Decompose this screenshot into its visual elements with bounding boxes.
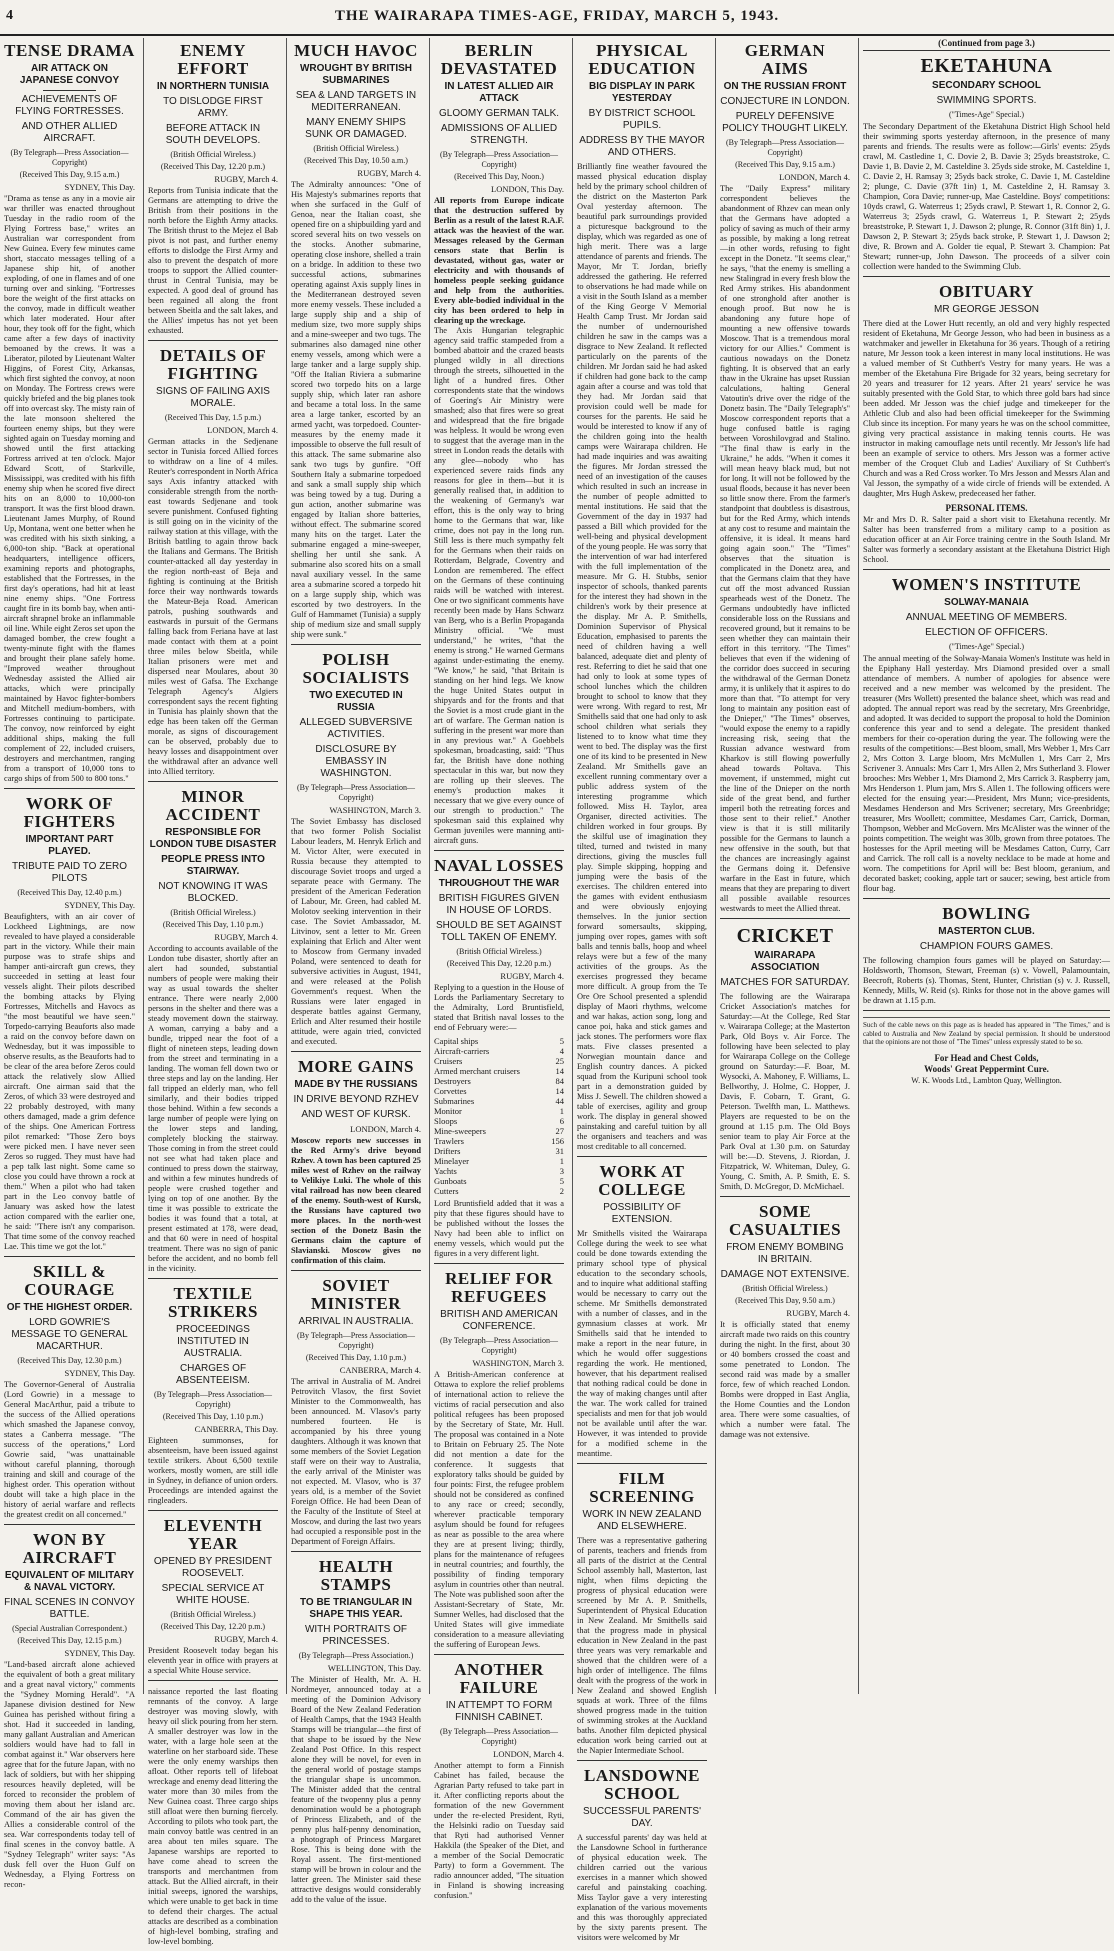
deck: WITH PORTRAITS OF PRINCESSES. (304, 1624, 408, 1647)
headline: TEXTILE STRIKERS (168, 1284, 258, 1321)
article-body: naissance reported the last floating remnants of the convoy. A large destroyer was moving slowly, with heavy oil slick pouring from her stern. A smaller destroyer was low in the water, with a large hole seen at the waterline on her starboard side. These were the only enemy warships then afloat. Other reports tell of lifeboat wreckage and enemy dead littering the water more than 30 miles from the New Guinea coast. Three cargo ships still afloat were then burning fiercely. According to pilots who took part, the main convoy battle was centred in an area about ten miles square. The Japanese warships are reported to have come ahead to screen the transports and merchantmen from attack. But the Allied aircraft, in their initial sweeps, ignored the warships, which were unable to get back in time to defend their charges. The actual attacks are described as a combination of high-level bombing, strafing and low-level bombing. (148, 1687, 278, 1946)
headline: WORK AT COLLEGE (598, 1162, 686, 1199)
vessel-type: Drifters (434, 1146, 461, 1156)
losses-table (434, 1036, 564, 1196)
article-body: The annual meeting of the Solway-Manaia Women's Institute was held in the Epiphany Hall yesterday. Mrs Diamond presided over a small attendance of members. A number of apologies for absence were received and a new member was welcomed by the president. The treasurer (Mrs Wollett) presented the balance sheet, which was read and adopted. The annual report was read by the secretary, Mrs Greenbridge, and adopted. It was decided to support the proposal to hold the Dominion conference this year and to send a delegate. The president thanked members for their co-operation during the year. The following were the results of the competitions:—Best bloom, small, Mrs Webber 1, Mrs Carr 2, Mrs Cotton 3. Large bloom, Mrs McMullen 1, Mrs Carr 2, Mrs Scrivener 3. Annuals: Mrs Carr 1, Mrs Allen 2, Mrs Sutherland 3. Flower brooches: Mrs Webber 1, Mrs Diamond 2, Mrs Carrick 3. Raspberry jam, Mrs Henderson 1. Plum jam, Mrs S. Allen 1. The following officers were elected for the ensuing year:—President, Mrs Munn; vice-presidents, Mesdames Henderson and Mrs Scrivener; secretary, Mrs Greenbridge; treasurer, Mrs Woollett; committee, Mesdames Carr, Carrick, Dorman, Thompson, Webber and McGovern. Mrs McAlister was the winner of the points competition. The weight was 30lb, grown from three potatoes. The hostesses for the April meeting will be Mesdames Catton, Curry, Carr and Carrick. The roll call is a novelty necklace to be made at home and worn. The competitions for April will be: Best bloom, geranium, and decorated basket; cooking, apple tart or saucer; sewing, best article from flour bag. (863, 654, 1110, 893)
article-body: Lord Bruntisfield added that it was a pity that these figures should have to be published without the losses the Navy had been able to inflict on enemy vessels, which would put the figures in a very different light. (434, 1199, 564, 1258)
deck: IN ATTEMPT TO FORM FINNISH CABINET. (445, 1700, 553, 1723)
vessel-count: 5 (559, 1036, 564, 1046)
received-line: (Received This Day, 12.20 p.m.) (160, 1622, 266, 1631)
credit-line: (British Official Wireless.) (170, 1610, 256, 1619)
deck: SWIMMING SPORTS. (936, 95, 1037, 106)
deck: BIG DISPLAY IN PARK YESTERDAY (589, 81, 695, 104)
vessel-count: 14 (555, 1086, 564, 1096)
deck: BEFORE ATTACK IN SOUTH DEVELOPS. (165, 123, 261, 146)
received-line: (Received This Day, 12.20 p.m.) (446, 959, 552, 968)
dateline: RUGBY, March 4. (357, 168, 421, 178)
article-body: The following are the Wairarapa Cricket Association's matches for Saturday:—At the College, Red Star v. Wairarapa College; at the Masterton Park, Old Boys v. Air Force. The following have been selected to play for Wairarapa College on the College ground on Saturday:—F. Boar, M. Wysocki, A. Mahoney, F. Williams, L. Bellworthy, J. Holme, C. Hopper, J. Davis, F. Cobarn, T. Grant, G. Peterson. Twelfth man, L. Matthews. Players are requested to be on the ground at 1.15 p.m. The Old Boys senior team to play Air Force at the Park Oval at 1.30 p.m. on Saturday will be:—D. Stevens, J. Riordan, J. Fitzpatrick, W. Whiteman, Duley, G. Young, C. Smith, A. P. Smith, E. S. Smith, D. McGregor, D. McMichael. (720, 992, 850, 1191)
article-more-gains (291, 1058, 421, 1271)
dateline: LONDON, March 4. (350, 1124, 421, 1134)
losses-row (434, 1106, 564, 1116)
deck: SECONDARY SCHOOL (932, 80, 1041, 91)
vessel-count: 31 (555, 1146, 564, 1156)
credit-line: (By Telegraph—Press Association—Copyright) (154, 1390, 272, 1409)
deck: MASTERTON CLUB. (938, 926, 1035, 937)
article-body: Reports from Tunisia indicate that the Germans are attempting to drive the British from their positions in the north before the Eighth Army attacks. The British thrust to the Mejez el Bab pivot is not past, and further enemy efforts to dislodge the First Army and also to prevent the despatch of more troops to support the Allied counter-thrust in Central Tunisia, may be expected. A good deal of ground has been regained all along the front between Sbeitla and the salt lakes, and the Allies' impetus has not yet been exhausted. (148, 186, 278, 335)
losses-row (434, 1116, 564, 1126)
article-continuation (148, 1687, 278, 1951)
article-obituary (863, 283, 1110, 570)
article-body: Eighteen summonses, for absenteeism, have been issued against textile strikers. About 6,500 textile workers, mostly women, are still idle in Sydney, in defiance of union orders. Proceedings are intended against the ringleaders. (148, 1436, 278, 1505)
article-body: The Secondary Department of the Eketahuna District High School held their swimming sports yesterday afternoon, in the presence of many parents and friends. The results were as follow:—Girls' events: 25yds crawl, M. Castledine 1, C. Dovie 2, B. Davie 3; 25yds breaststroke, C. Davie 1, B. Davie 2, M. Casteldine 3. 25yds side stroke, M. Casteldine 1, C. Davie 2, H. Ramsay 3; 25yds back stroke, C. Davie 1, M. Casteldine 2; plunge, C. Davie (37ft 1in) 1, M. Casteldine 2, H. Ramsay 3. Champion, Cora Davie; runner-up, Mae Casteldine. Boys' competitions: 10yds crawl, G. Waterreus 1; 25yds crawl, P. Stewart 1, R. Connor 2, G. Waterreus 3; 25yds crawl, G. Waterreus 1, P. Stewart 2; 25yds breaststroke, P. Stewart 1, J. Dawson 2; plunge, R. Connor (31ft 8in) 1, J. Dawson 2, P. Stewart 3; 25yds back stroke, P. Stewart 1, J. Dawson 2; dive, R. Brown and A. Golder tie equal, P. Stewart 3. Champion: Pat Stewart; runner-up, John Dawson. The proceeds of a silver coin collection were handed to the Swimming Club. (863, 122, 1110, 271)
losses-row (434, 1126, 564, 1136)
article-body: According to accounts available of the London tube disaster, shortly after an alert had sounded, substantial numbers of people were making their way as usual towards the shelter entrance. There were nearly 2,000 persons in the shelter and there was a steady movement down the stairway. A woman, carrying a baby and a bundle, tripped near the foot of a flight of nineteen steps, leading down from the street and terminating in a landing. The woman fell down two or three steps and lay on the landing. Her fall tripped an elderly man, who fell similarly, and their bodies tripped those behind. Within a few seconds a large number of people were lying on the lower steps and landing, completely blocking the stairway. Those coming in from the street could not see what had taken place and continued to press down the stairway, and within a few minutes hundreds of people were crushed together and lying on top of one another. By the time it was possible to extricate the bodies it was found that a total, at present estimated at 178, were dead, and that 60 were in need of hospital treatment. There was no sign of panic before the accident, and no bomb fell in the vicinity. (148, 944, 278, 1273)
received-line: (Received This Day, 9.15 a.m.) (19, 170, 120, 179)
deck: ADDRESS BY THE MAYOR AND OTHERS. (579, 135, 705, 158)
deck: MANY ENEMY SHIPS SUNK OR DAMAGED. (305, 117, 407, 140)
article-lede: All reports from Europe indicate that the destruction suffered by Berlin as a result of the latest R.A.F. attack was the heaviest of the war. Messages released by the German censors state that Berlin is devastated, without gas, water or electricity and with thousands of homeless people seeking guidance and help from the authorities. Every able-bodied individual in the city has been ordered to help in clearing up the wreckage. (434, 196, 564, 325)
article-body: The Governor-General of Australia (Lord Gowrie) in a message to General MacArthur, paid a tribute to the success of the Allied operations which smashed the Japanese convoy, states a Canberra message. "The success of the operations," Lord Gowrie said, "was unattainable without careful planning, thorough training and skill and courage of the highest order. This operation without doubt will take a high place in the history of aerial warfare and reflects the greatest credit on all concerned." (4, 1380, 135, 1519)
credit-line: (By Telegraph—Press Association—Copyright) (297, 783, 415, 802)
vessel-count: 27 (555, 1126, 564, 1136)
headline: NAVAL LOSSES (434, 856, 564, 875)
times-footnote: Such of the cable news on this page as is headed has appeared in "The Times," and is cabled to Australia and New Zealand by special permission. It should be understood that the opinions are not those of "The Times" unless expressly stated to be so. (863, 1017, 1110, 1047)
headline: WOMEN'S INSTITUTE (891, 575, 1082, 594)
deck: SHOULD BE SET AGAINST TOLL TAKEN OF ENEMY. (436, 920, 562, 943)
vessel-type: Capital ships (434, 1036, 479, 1046)
vessel-type: Minelayer (434, 1156, 469, 1166)
headline: DETAILS OF FIGHTING (159, 346, 267, 383)
dateline: SYDNEY, This Day. (64, 182, 135, 192)
losses-row (434, 1156, 564, 1166)
dateline: LONDON, This Day. (491, 184, 564, 194)
column-5 (572, 38, 711, 1942)
article-lansdowne-school (577, 1767, 707, 1947)
received-line: (Received This Day, 1.10 p.m.) (162, 920, 264, 929)
dateline: LONDON, March 4. (493, 1749, 564, 1759)
deck: RESPONSIBLE FOR LONDON TUBE DISASTER (149, 827, 277, 850)
deck: IN LATEST ALLIED AIR ATTACK (444, 81, 554, 104)
received-line: (Received This Day, 12.15 p.m.) (17, 1636, 122, 1645)
vessel-type: Mine-sweepers (434, 1126, 486, 1136)
article-cricket (720, 925, 850, 1197)
article-body: The "Daily Express" military correspondent believes the abandonment of Rhzev can mean only that the Germans have adopted a policy of saving as much of their army as possible, by making a long retreat—in other words, refusing to fight except in the Donetz. "It seems clear," he says, "that the enemy is smelling a new Stalingrad in every fresh blow the Red Army strikes. His abandonment of one stronghold after another is enough proof. But now he is abandoning any future hope of mounting a new offensive towards Moscow. That is a tremendous moral victory for our Allies." Comment is cautious nowadays on the Donetz fighting. It is observed that an early thaw in the Ukraine has upset Russian calculations, halting General Vatoutin's drive over the ridge of the Donetz basin. The "Daily Telegraph's" Moscow correspondent reports that a huge confused battle is raging between Voroshilovgrad and Stalino. "The final thaw is early in the Ukraine," he adds. "When it comes it will mean heavy black mud, but not for long. It will not be followed by the usual floods, because it has never been so little snow there. From the farmer's standpoint that doubtless is disastrous, but for the Red Army, which intends at any cost to resume and maintain the offensive, it is ideal. It means hard going again soon." The "Times" observes that the situation is complicated in the Donetz area, and that the Germans claim that they have cut off the most advanced Russian spearheads west of the Donetz. The Germans undoubtedly have inflicted considerable loss on the Russians and recovered ground, but it remains to be seen whether they can maintain their effort in this territory. "The Times" believes that even if the widening of the corridor does succeed in securing the withdrawal of the German Donetz army, it is unlikely that it aspires to do more than that. "To attempt for very long to maintain any position east of the Dnieper," "The Times" observes, "would expose the enemy to a rapidly increasing risk, seeing that the Russian advance westward from Kharkov is still flowing powerfully ahead towards Poltava. This movement, if unstemmed, might cut the line of the Dnieper on the north side of the great bend, and further imperil both the retreating forces and those sent to their relief." Another view is that it is still militarily possible for the Germans to launch a new offensive in the south, but that the chances are increasingly against the Germans doing it. Defensive warfare in the East in future, which means that they are preparing to divert all possible available resources westwards to meet the Allied threat. (720, 184, 851, 913)
article-body: "Drama as tense as any in a movie air war thriller was enacted throughout Tuesday in the radio room of the Flying Fortress base," writes an Australian war correspondent from New Guinea. Every few minutes came short, staccato messages telling of a Japanese ship hit, of another exploding, of one in flames and of one turning over and sinking. "Fortresses bore the weight of the first attacks on the convoy, made in difficult weather which later moderated. Hour after hour, they took off for the fight, which came after a few days of inactivity bemoaned by the crews. It was a Liberator, piloted by Lieutenant Walter Higgins, of Forest City, Arkansas, which first sighted the convoy, at noon on Monday. The Fortress crews were quickly briefed and the big planes took off into overcast sky. The misty rain of the late monsoon sheltered the fourteen enemy ships, but they were sighted again on Tuesday morning and showed until the first attacking Fortress arrived at ten o'clock. Major Edward Scott, of Starkville, Mississippi, was credited with his fifth enemy ship when he scored five direct hits on an 8,000 to 10,000-ton transport. It was the first blood drawn. Lieutenant James Murphy, of Round Up, Montana, went one better when he was credited with his sixth sinking, a 6,000-ton ship. "Back at operational headquarters, intelligence officers, examining reports and photographs, established that the Fortresses, in the first day's operations, had hit at least nine enemy ships. "One Fortress caught fire in its bomb bay, when anti-aircraft shrapnel broke an inflammable oil line. While eight Zeros set upon the damaged bomber, the crew fought a twenty-minute fight with the flames and brought their plane safely home. "Improved weather throughout Wednesday assisted the Allied air attacks, which were principally maintained by Havoc fighter-bombers and Mitchell medium-bombers, with Fortresses continuing to participate. The convoy, now reinforced by eight additional ships, making the full complement of 22, included cruisers, destroyers and merchantmen, ranging from a transport of 10,000 tons to cargo ships of from 500 to 800 tons." (4, 194, 135, 783)
credit-line: (By Telegraph—Press Association—Copyright) (726, 138, 844, 157)
vessel-count: 14 (555, 1066, 564, 1076)
headline: MUCH HAVOC (294, 41, 418, 60)
article-naval-losses (434, 857, 564, 1264)
headline: ENEMY EFFORT (177, 41, 249, 78)
article-textile-strikers (148, 1285, 278, 1511)
ad-line: W. K. Woods Ltd., Lambton Quay, Wellington. (911, 1075, 1062, 1085)
ad-line: For Head and Chest Colds, (934, 1052, 1039, 1063)
headline: GERMAN AIMS (744, 41, 826, 78)
losses-row (434, 1136, 564, 1146)
deck: ACHIEVEMENTS OF FLYING FORTRESSES. (15, 94, 124, 117)
deck: FINAL SCENES IN CONVOY BATTLE. (4, 1597, 135, 1620)
vessel-type: Yachts (434, 1166, 457, 1176)
article-body: The Soviet Embassy has disclosed that two former Polish Socialist Labour leaders, M. Henryk Erlich and M. Victor Alter, were executed in Russia because they attempted to discourage Soviet troops and urged a separate peace with Germany. The president of the American Federation of Labour, Mr. Green, had cabled M. Molotov seeking intervention in their case. The Soviet Ambassador, M. Litvinov, sent a letter to Mr. Green explaining that Erlich and Alter went to Moscow from Germany invaded Poland, were sentenced to death for subversive activities in August, 1941, and were released at the Polish Government's request. When the Russians were later engaged in desperate battles against Germany, Erlich and Alter resumed their hostile attitude, were again tried, convicted and executed. (291, 817, 421, 1046)
headline: WON BY AIRCRAFT (22, 1530, 117, 1567)
article-physical-education (577, 42, 707, 1157)
dateline: LONDON, March 4. (779, 172, 850, 182)
article-some-casualties (720, 1203, 850, 1444)
headline: POLISH SOCIALISTS (302, 650, 410, 687)
headline: RELIEF FOR REFUGEES (445, 1269, 553, 1306)
dateline: RUGBY, March 4. (214, 174, 278, 184)
article-skill-courage (4, 1263, 135, 1525)
credit-line: (British Official Wireless.) (456, 947, 542, 956)
dateline: WELLINGTON, This Day. (327, 1663, 421, 1673)
dateline: RUGBY, March 4. (500, 971, 564, 981)
vessel-count: 25 (555, 1056, 564, 1066)
received-line: (Received This Day, 1.10 p.m.) (305, 1353, 407, 1362)
headline: WORK OF FIGHTERS (23, 794, 116, 831)
advertisement (863, 1053, 1110, 1086)
received-line: (Received This Day, 9.15 a.m.) (735, 160, 835, 169)
received-line: (Received This Day, 1.10 p.m.) (162, 1412, 264, 1421)
credit-line: (By Telegraph—Press Association.) (298, 1651, 414, 1660)
deck: TWO EXECUTED IN RUSSIA (309, 690, 403, 713)
credit-line: (By Telegraph—Press Association—Copyright) (440, 1336, 558, 1355)
vessel-count: 1 (559, 1156, 564, 1166)
column-7 (858, 38, 1114, 1694)
credit-line: (By Telegraph—Press Association—Copyright) (440, 150, 558, 169)
deck: AND OTHER ALLIED AIRCRAFT. (21, 121, 118, 144)
article-body: A successful parents' day was held at the Lansdowne School in furtherance of physical education week. The children carried out the various exercises in a manner which showed careful and painstaking coaching. Miss Taylor gave a very interesting explanation of the various movements and this was thoroughly appreciated by the sixty parents present. The visitors were welcomed by Mr (577, 1833, 707, 1942)
headline: SKILL & COURAGE (24, 1262, 115, 1299)
column-1 (0, 38, 139, 1889)
article-eleventh-year (148, 1517, 278, 1681)
received-line: (Received This Day, 1.5 p.m.) (164, 413, 262, 422)
deck: ADMISSIONS OF ALLIED STRENGTH. (440, 123, 558, 146)
deck: SIGNS OF FAILING AXIS MORALE. (156, 386, 270, 409)
deck: THROUGHOUT THE WAR (438, 878, 560, 889)
newspaper-title: THE WAIRARAPA TIMES-AGE, FRIDAY, MARCH 5, 1943. (334, 8, 780, 24)
losses-row (434, 1166, 564, 1176)
deck: WROUGHT BY BRITISH SUBMARINES (299, 63, 413, 86)
column-3 (286, 38, 425, 1904)
deck: MR GEORGE JESSON (933, 304, 1039, 315)
received-line: (Received This Day, Noon.) (454, 172, 544, 181)
article-berlin-devastated (434, 42, 564, 851)
vessel-count: 2 (559, 1186, 564, 1196)
dateline: SYDNEY, This Day. (64, 900, 135, 910)
article-body: Beaufighters, with an air cover of Lockheed Lightnings, are now revealed to have played a considerable part in the victory. While their main purpose was to strafe ships and hamper anti-aircraft gun crews, they succeeded in setting at least four vessels alight. Their pilots described the bombing attacks by Flying Fortresses, Mitchells and Havocs as "the most beautiful we have seen." Torpedo-carrying Beauforts also made a raid on the convoy before dawn on Wednesday, but it was impossible to observe results, as the Beauforts had to be clear of the area before Zeros could attack the relatively slow Allied aircraft. One airman said that the Zeros, of which 33 were destroyed and 22 probably destroyed, with many others damaged, made a grim defence of the ships. One American Fortress pilot remarked: "Those Zero boys were picked men. I have never seen Zeros so rugged. They must have had a pep talk last night. Some came so close you could have thrown a rock at them." When a pilot who had taken part in the Leo convoy battle of January was asked how the latest action compared with the earlier one, he said: "There isn't any comparison. That time some of the convoy reached Lae. This time we got the lot." (4, 912, 135, 1251)
vessel-type: Gunboats (434, 1176, 467, 1186)
article-bowling (863, 905, 1110, 1011)
credit-line: ("Times-Age" Special.) (948, 642, 1025, 651)
deck: ANNUAL MEETING OF MEMBERS. (905, 612, 1068, 623)
credit-line: (British Official Wireless.) (170, 150, 256, 159)
vessel-count: 4 (559, 1046, 564, 1056)
vessel-type: Cutters (434, 1186, 459, 1196)
deck: OPENED BY PRESIDENT ROOSEVELT. (153, 1556, 273, 1579)
article-body: There died at the Lower Hutt recently, an old and very highly respected resident of Eketahuna, Mr George Jesson, who had been in business as a watchmaker and jeweller in Eketahuna for 36 years. Though of a retiring nature, Mr Jesson took a keen interest in many local institutions. He was a valued member of St Cuthbert's Vestry for many years. He was a member of the Eketahuna Fire Brigade for 32 years, being secretary for 20 years and treasurer for 12 years. After 21 years' service he was suitably presented with the Gold Star, to which three gold bars had since been added. Mr Jesson was the chief judge and timekeeper for the Athletic Club and also had been official timekeeper for the Swimming Club since its inception. For many years he was on the school committee, giving very practical assistance in making tennis courts. He was instructor in making camouflage nets until recently. Mr Jesson's life had been an example of service to others. Mrs Jesson was a former active member of the Croquet Club and Ladies' Auxiliary of St Cuthbert's Church and was a Red Cross worker. To Mrs Jesson and Messrs Alan and Val Jesson, the sympathy of a wide circle of friends will be extended. A daughter, Mrs Hugh Askew, predeceased her father. (863, 319, 1110, 498)
deck: MATCHES FOR SATURDAY. (720, 977, 850, 988)
credit-line: (Special Australian Correspondent.) (12, 1624, 127, 1633)
article-tense-drama (4, 42, 135, 789)
dateline: CANBERRA, March 4. (339, 1365, 421, 1375)
article-film-screening (577, 1470, 707, 1761)
dateline: SYDNEY, This Day. (64, 1368, 135, 1378)
article-body: Brilliantly fine weather favoured the massed physical education display held by the primary school children of the district on the Masterton Park Oval yesterday afternoon. The beautiful park surroundings provided a picturesque background to the display, which was regarded as one of high merit. There was a large attendance of parents and friends. The Mayor, Mr T. Jordan, briefly addressed the gathering. He referred to observations he had made while on a visit in the South Island as a member of the King George V Memorial Health Camp Trust. Mr Jordan said the number of undernourished children he saw in the camps was a disgrace to New Zealand. It reflected particularly on the parents of the children. Mr Jordan said he had asked if children had gone back to the camp again after a course and was told that they had. Mr Jordan said that provision could well be made for courses for the parents. He said he would be interested to know if any of the children going into the health camps were Wairarapa children. He had made inquiries and was awaiting the figures. Mr Jordan stressed the need of an investigation of the causes which resulted in such an increase in the number of people admitted to mental institutions. He said that the Government of the day in 1937 had passed a Bill which provided for the well-being and physical development of the young people. He was sorry that the intervention of war had interfered with the full implementation of the measure. Mr G. H. Stubbs, senior inspector of schools, thanked parents for the interest they had shown in the children's work by their presence at the display. Mr A. P. Smithells, Dominion Supervisor of Physical Education, emphasised to parents the need of children having a well balanced, adequate diet and plenty of rest. Referring to diet he said that one had only to look at some types of school lunches which the children brought to school to know that they were wrong. With regard to rest, Mr Smithells said that one had only to ask school children what serials they listened to to know what time they went to bed. The display was the first one of its kind to be presented in New Zealand. Mr Smithells gave an excellent running commentary over a public address system of the interesting programme which followed. Miss H. Taylor, area Organiser, directed activities. The children worked in four groups. By the skilful use of imagination they tilted, turned and twisted in many directions, giving the muscles full play. Simple skipping, hopping and jumping were the basis of the exercises. The children entered into the games with evident enthusiasm and were obviously enjoying themselves. In the junior section forward somersaults, skipping, jumping over ropes, games with soft balls and tennis balls, hoop and wheel relays were but a few of the many activities of the groups. As the exercises progressed they became more difficult. A group from the Te Ore Ore School presented a splendid display of Maori rhythms, welcome and war hakas, action song, long and canoe poi, haka and stick games and jack stones. The performers wore flax mats. Five classes presented a Norwegian mountain dance and English country dances. A picked squad from the Kuripuni school took part in a demonstration guided by Miss J. Sewell. The children showed a table of exercises, agility and group work. The display in general showed painstaking and careful tuition by all the organisers and teachers and was most creditable to all concerned. (577, 162, 707, 1151)
received-line: (Received This Day, 12.20 p.m.) (160, 162, 266, 171)
credit-line: ("Times-Age" Special.) (948, 110, 1025, 119)
deck: SPECIAL SERVICE AT WHITE HOUSE. (161, 1583, 265, 1606)
article-polish-socialists (291, 651, 421, 1052)
vessel-count: 44 (555, 1096, 564, 1106)
article-body: There was a representative gathering of parents, teachers and friends from all parts of the district at the Central School assembly hall, Masterton, last night, when films depicting the progress of physical education were screened by Mr A. P. Smithells, Superintendent of Physical Education in New Zealand. Mr Smithells said that the progress made in physical education in New Zealand in the past three years was very remarkable and showed that the children were of a high order of intelligence. The films dealt with the progress of the work in New Zealand and showed English squads at work. Three of the films showed progress made in the tuition of swimming strokes at the Auckland baths. Another film depicted physical education work being carried out at the Napier Intermediate School. (577, 1536, 707, 1755)
credit-line: (By Telegraph—Press Association—Copyright) (10, 148, 129, 167)
article-body: A British-American conference at Ottawa to explore the relief problems of international action to relieve the victims of racial persecution and also political refugees has been proposed by the Secretary of State, Mr. Hull. The proposal was contained in a Note to Britain on February 25. The Note did not mention a date for the conference. It suggests that exploratory talks should be guided by four points: First, the refugee problem should not be considered as confined to any race or creed; secondly, wherever practicable temporary asylum should be found for refugees as near as possible to the area where they are at present living; thirdly, plans for the maintenance of refugees in neutral countries; and fourthly, the possibility of finding temporary asylum in countries other than neutral. The Note was published soon after the Assistant-Secretary of State, Mr. Sumner Welles, had disclosed that the United States will give immediate consideration to a measure alleviating the suffering of European Jews. (434, 1370, 564, 1649)
received-line: (Received This Day, 9.50 a.m.) (735, 1296, 835, 1305)
article-body: The Admiralty announces: "One of His Majesty's submarines reports that when she surfaced in the Gulf of Genoa, near the Italian coast, she opened fire on a shipbuilding yard and scored several hits on two vessels on the stocks. Another submarine, operating close inshore, shelled a train on a bridge. In addition to these two successful actions, submarines operating against Axis supply lines in the Mediterranean destroyed seven more enemy vessels. These included a large supply ship and a ship of medium size, two more supply ships and a mine-sweeper and two tugs. The submarines also damaged nine other enemy vessels, among which were a large tanker and a large supply ship. "Off the Italian Riviera a submarine scored two torpedo hits on a large supply ship, which later ran ashore and became a total loss. In the same area a large tanker, escorted by an armed yacht, was torpedoed. Counter-measures by the enemy made it impossible to observe the full result of this attack. The same submarine also sank two tugs by gunfire. "Off Southern Italy a submarine torpedoed and sank a small supply ship which was being towed by a tug. During a gun action, another submarine was engaged by Italian shore batteries, without effect. The submarine scored many hits on the target. Later the submarine engaged a mine-sweeper, shelling her until she sank. A submarine also scored hits on a small naval auxiliary vessel. In the same area a submarine scored a torpedo hit on a large supply ship, which was escorted by two destroyers. In the Gulf of Hammamet (Tunisia) a supply ship of medium size and small supply ship were sunk." (291, 180, 421, 639)
article-body: German attacks in the Sedjenane sector in Tunisia forced Allied forces to withdraw on a line of 4 miles. Reuter's correspondent in North Africa says Axis infantry attacked with considerable strength from the north-east towards Sedjenane and took severe punishment. Confused fighting is still going on in the vicinity of the railway station at this village, with the British battling to again throw back the Italians and Germans. The British counter-attacked all day yesterday in the region north-east of Beja and fighting is continuing at the British force their way northwards towards the Mateur-Beja Road. American patrols, pushing southwards and eastwards in pursuit of the Germans falling back from Feriana have at last made contact with them at a point three miles below Sbeitla, while Italian prisoners were met and dispersed near Moulares, about 30 miles west of Gafsa. The Exchange Telegraph Agency's Algiers correspondent says the recent fighting in Tunisia has plainly shown that the edge has been taken off the German morale, as signs of discouragement can be observed, probably due to heavy losses and disappointment over the withdrawal after an advance well into Allied territory. (148, 437, 278, 776)
deck: BY DISTRICT SCHOOL PUPILS. (588, 108, 696, 131)
deck: TO BE TRIANGULAR IN SHAPE THIS YEAR. (299, 1597, 413, 1620)
deck: PEOPLE PRESS INTO STAIRWAY. (161, 854, 265, 877)
dateline: SYDNEY, This Day. (64, 1648, 135, 1658)
article-german-aims (720, 42, 850, 919)
headline: TENSE DRAMA (4, 41, 135, 60)
article-much-havoc (291, 42, 421, 645)
headline: MINOR ACCIDENT (165, 787, 261, 824)
deck: CHARGES OF ABSENTEEISM. (176, 1363, 250, 1386)
deck: CONJECTURE IN LONDON. (720, 96, 850, 107)
article-work-at-college (577, 1163, 707, 1464)
vessel-type: Destroyers (434, 1076, 471, 1086)
headline: LANSDOWNE SCHOOL (584, 1766, 700, 1803)
losses-row (434, 1086, 564, 1096)
deck: WORK IN NEW ZEALAND AND ELSEWHERE. (582, 1509, 702, 1532)
deck: ON THE RUSSIAN FRONT (723, 81, 847, 92)
vessel-type: Armed merchant cruisers (434, 1066, 520, 1076)
headline: BOWLING (942, 904, 1031, 923)
deck: TRIBUTE PAID TO ZERO PILOTS (11, 861, 127, 884)
deck: LORD GOWRIE'S MESSAGE TO GENERAL MACARTHUR. (11, 1317, 128, 1352)
headline: CRICKET (736, 925, 834, 947)
deck: BRITISH AND AMERICAN CONFERENCE. (440, 1309, 558, 1332)
vessel-type: Monitor (434, 1106, 462, 1116)
headline: FILM SCREENING (589, 1469, 695, 1506)
headline: MORE GAINS (298, 1057, 414, 1076)
article-health-stamps (291, 1558, 421, 1909)
subhead: PERSONAL ITEMS. (945, 503, 1028, 513)
losses-row (434, 1186, 564, 1196)
deck: WAIRARAPA ASSOCIATION (750, 950, 820, 973)
headline: OBITUARY (938, 282, 1035, 301)
vessel-count: 84 (555, 1076, 564, 1086)
received-line: (Received This Day, 12.30 p.m.) (17, 1356, 122, 1365)
deck: TO DISLODGE FIRST ARMY. (163, 96, 263, 119)
article-body: The arrival in Australia of M. Andrei Petrovitch Vlasov, the first Soviet Minister to the Commonwealth, has been announced. M. Vlasov's party numbered fourteen. He is accompanied by his three young daughters. Although it was known that some members of the Soviet Legation staff were on their way to Australia, the early arrival of the Minister was not expected. M. Vlasov, who is 37 years old, is a member of the Soviet Foreign Office. He had been Dean of the Faculty of the Institute of Steel at Moscow, and during the last two years had occupied a responsible post in the Department of Foreign Affairs. (291, 1377, 421, 1546)
credit-line: (British Official Wireless.) (313, 144, 399, 153)
article-eketahuna (863, 55, 1110, 277)
losses-row (434, 1056, 564, 1066)
deck: ARRIVAL IN AUSTRALIA. (298, 1316, 414, 1327)
column-6 (715, 38, 854, 1694)
vessel-count: 3 (559, 1166, 564, 1176)
vessel-type: Aircraft-carriers (434, 1046, 490, 1056)
headline: BERLIN DEVASTATED (440, 41, 558, 78)
vessel-count: 156 (551, 1136, 564, 1146)
vessel-count: 6 (559, 1116, 564, 1126)
deck: DAMAGE NOT EXTENSIVE. (720, 1269, 850, 1280)
article-minor-accident (148, 788, 278, 1279)
article-body: Replying to a question in the House of Lords the Parliamentary Secretary to the Admiralty, Lord Bruntisfield, stated that British naval losses to the end of February were:— (434, 983, 564, 1032)
deck: ELECTION OF OFFICERS. (925, 627, 1048, 638)
article-body: "Land-based aircraft alone achieved the equivalent of both a great military and a great naval victory," comments the "Sydney Morning Herald". "A Japanese division destined for New Guinea has perished without firing a shot. Had it succeeded in landing, many gallant Australian and American soldiers would have had to fall in combat against it." War observers here agree that for the future Japan, with no lack of soldiers, but with her shipping resources heavily depleted, will be forced to reconsider the problem of moving them about her island arc. Command of the air has given the Allies a considerable control of the sea. War correspondents today tell of final scenes in the convoy battle. A "Sydney Telegraph" writer says: "As dusk fell over the Huon Gulf on Wednesday, a Flying Fortress on recon- (4, 1660, 135, 1889)
credit-line: (British Official Wireless.) (170, 908, 256, 917)
losses-row (434, 1146, 564, 1156)
deck: BRITISH FIGURES GIVEN IN HOUSE OF LORDS. (438, 893, 560, 916)
dateline: WASHINGTON, March 3. (472, 1358, 564, 1368)
received-line: (Received This Day, 12.40 p.m.) (17, 888, 122, 897)
deck: POSSIBILITY OF EXTENSION. (603, 1202, 681, 1225)
deck: NOT KNOWING IT WAS BLOCKED. (158, 881, 268, 904)
article-body: It is officially stated that enemy aircraft made two raids on this country during the night. In the first, about 30 or 40 bombers crossed the coast and some penetrated to London. The second raid was made by a smaller force, few of which reached London. Bombs were dropped in East Anglia, the Home Counties and the London area. There were some casualties, of which a number were fatal. The damage was not extensive. (720, 1320, 850, 1439)
dateline: RUGBY, March 4. (214, 932, 278, 942)
deck: PROCEEDINGS INSTITUTED IN AUSTRALIA. (176, 1324, 250, 1359)
article-body: The Axis Hungarian telegraphic agency said traffic stampeded from a bombed abattoir and the crazed beasts plunged wildly in all directions through the streets, silhouetted in the light of a hundred fires. Other correspondents state that the windows of Goering's Air Ministry were smashed; also that fires were so great and widespread that the fire brigade was helpless. It would be wrong even to suggest that the average man in the street in London reads the details with any glee—nobody who has experienced severe raids finds any reasons for glee in them—but it is generally realised that, in addition to the weakening of Germany's war effort, this is the only way to bring home to the Germans that war, like crime, does not pay in the long run. Still less is there much sympathy felt for the Germans when their raids on Rotterdam, Belgrade, Coventry and London are remembered. The effect on the Germans of these continuing raids will be watched with interest. One or two significant comments have recently been made by Hans Schwarz van Berg, who is a Berlin Propaganda Ministry official. "We must understand," he writes, "that the enemy is strong." He warned Germans against under-estimating the enemy. "We know," he said, "that Britain is standing on her hind legs. We know the huge United States output in shipyards and for the fronts and that the Soviet is a most crude giant in the art of warfare. The German nation is suffering in the present war more than in any previous war." A Goebbels spokesman, broadcasting, said: "Thus far, the British have done nothing spectacular in this war, but now they are rolling up their sleeves. The enemy's production makes it necessary that we give every ounce of our strength to production." The spokesman said this explained why German juveniles were manning anti-aircraft guns. (434, 326, 564, 845)
article-relief-for-refugees (434, 1270, 564, 1655)
column-4 (429, 38, 568, 1900)
vessel-count: 5 (559, 1176, 564, 1186)
dateline: LONDON, March 4. (207, 425, 278, 435)
losses-row (434, 1036, 564, 1046)
losses-row (434, 1046, 564, 1056)
deck: IMPORTANT PART PLAYED. (25, 834, 114, 857)
losses-row (434, 1066, 564, 1076)
dateline: CANBERRA, This Day. (194, 1424, 278, 1434)
headline: ELEVENTH YEAR (163, 1516, 263, 1553)
article-won-by-aircraft (4, 1531, 135, 1894)
deck: FROM ENEMY BOMBING IN BRITAIN. (726, 1242, 844, 1265)
masthead (0, 0, 1114, 36)
article-body: The Minister of Health, Mr. A. H. Nordmeyer, announced today at a meeting of the Dominion Advisory Board of the New Zealand Federation of Health Camps, that the 1943 Health Stamps will be triangular—the first of that shape to be issued by the New Zealand Post Office. In this respect alone they will be novel, for even in the general world of postage stamps the triangular shape is uncommon. The Minister added that the central feature of the twopenny plus a penny denomination would be a photograph of Princess Elizabeth, and of the penny plus half-penny denomination, a photograph of Princess Margaret Rose. This is being done with the Royal assent. The first-mentioned stamp will be brown in colour and the latter green. The Minister said these attractive designs would considerably add to the value of the issue. (291, 1675, 421, 1904)
deck: ALLEGED SUBVERSIVE ACTIVITIES. (299, 717, 413, 740)
page-number: 4 (6, 8, 13, 23)
deck: IN NORTHERN TUNISIA (156, 81, 270, 92)
credit-line: (By Telegraph—Press Association—Copyright) (440, 1727, 558, 1746)
deck: GLOOMY GERMAN TALK. (438, 108, 560, 119)
vessel-type: Trawlers (434, 1136, 464, 1146)
deck: CHAMPION FOURS GAMES. (919, 941, 1054, 952)
headline: ANOTHER FAILURE (454, 1660, 544, 1697)
deck: SUCCESSFUL PARENTS' DAY. (582, 1806, 702, 1829)
article-work-of-fighters (4, 795, 135, 1257)
article-body: Mr Smithells visited the Wairarapa College during the week to see what could be done towards extending the primary school type of physical education to the secondary schools, and to inquire what additional staffing would be necessary to carry out the scheme. Mr Smithells demonstrated with a number of classes, and in the gymnasium classes at work. Mr Smithells said that he intended to make a report in the near future, in which he would offer suggestions regarding the work. He mentioned, however, that his department realised that nothing radical could be done in the way of making changes until after the war. The work called for trained specialists and men for that job would not be available until after the war. However, it was intended to provide for a modified scheme in the meantime. (577, 1229, 707, 1458)
losses-row (434, 1076, 564, 1086)
vessel-type: Sloops (434, 1116, 458, 1126)
deck: AND WEST OF KURSK. (301, 1109, 411, 1120)
article-body: Moscow reports new successes in the Red Army's drive beyond Rzhev. A town has been captured 25 miles west of Rzhev on the railway to Velikiye Luki. The whole of this vital railroad has now been cleared of the enemy. South-west of Kursk, the Russians have captured two more places. In the north-west section of the Donetz Basin the Germans claim the capture of Slavianski. Moscow gives no confirmation of this claim. (291, 1136, 421, 1265)
headline: SOME CASUALTIES (728, 1202, 842, 1239)
losses-row (434, 1176, 564, 1186)
deck: DISCLOSURE BY EMBASSY IN WASHINGTON. (315, 744, 397, 779)
vessel-type: Submarines (434, 1096, 475, 1106)
article-another-failure (434, 1661, 564, 1905)
deck: AIR ATTACK ON JAPANESE CONVOY (19, 63, 120, 86)
vessel-type: Corvettes (434, 1086, 467, 1096)
article-details-of-fighting (148, 347, 278, 782)
deck: SEA & LAND TARGETS IN MEDITERRANEAN. (295, 90, 417, 113)
credit-line: (By Telegraph—Press Association—Copyright) (297, 1331, 415, 1350)
deck: PURELY DEFENSIVE POLICY THOUGHT LIKELY. (722, 111, 848, 134)
vessel-count: 1 (559, 1106, 564, 1116)
article-body: Mr and Mrs D. R. Salter paid a short visit to Eketahuna recently. Mr Salter has been transferred from a military camp to a position as education officer at an Air Force training centre in the South Island. Mr Salter was formerly a secondary assistant at the Eketahuna District High School. (863, 515, 1110, 564)
article-enemy-effort (148, 42, 278, 341)
article-soviet-minister (291, 1277, 421, 1552)
received-line: (Received This Day, 10.50 a.m.) (304, 156, 408, 165)
headline: PHYSICAL EDUCATION (588, 41, 696, 78)
deck: MADE BY THE RUSSIANS (294, 1079, 418, 1090)
dateline: RUGBY, March 4. (214, 1634, 278, 1644)
headline: EKETAHUNA (920, 55, 1053, 77)
headline: HEALTH STAMPS (318, 1557, 394, 1594)
credit-line: (British Official Wireless.) (742, 1284, 828, 1293)
article-body: President Roosevelt today began his eleventh year in office with prayers at a special White House service. (148, 1646, 278, 1675)
ad-line: Woods' Great Peppermint Cure. (924, 1063, 1049, 1074)
deck: EQUIVALENT OF MILITARY & NAVAL VICTORY. (4, 1570, 135, 1593)
deck: SOLWAY-MANAIA (944, 597, 1029, 608)
continued-note: (Continued from page 3.) (863, 38, 1110, 51)
deck: IN DRIVE BEYOND RZHEV (293, 1094, 419, 1105)
vessel-type: Cruisers (434, 1056, 463, 1066)
losses-row (434, 1096, 564, 1106)
article-body: Another attempt to form a Finnish Cabinet has failed, because the Agrarian Party refused to take part in it. After conflicting reports about the formation of the new Government under the re-elected President, Ryti, the Helsinki radio on Tuesday said that Ryti had authorised Venner Hakkila (the Speaker of the Diet, and a member of the Social Democratic Party) to form a Government. The radio announcer added, "The situation in Finland is showing increasing confusion." (434, 1761, 564, 1900)
dateline: WASHINGTON, March 3. (329, 805, 421, 815)
headline: SOVIET MINISTER (311, 1276, 401, 1313)
article-womens-institute (863, 576, 1110, 899)
column-2 (143, 38, 282, 1946)
dateline: RUGBY, March 4. (786, 1308, 850, 1318)
deck: OF THE HIGHEST ORDER. (6, 1302, 133, 1313)
article-body: The following champion fours games will be played on Saturday:—Holdsworth, Thomson, Stewart, Freeman (s) v. Vowell, Palamountain, Beecroft, Roberts (s). Thomas, Stent, Hunter, Christian (s) v. J. Russell, Kennedy, Mills, W. Reid (s). Rinks for those not in the above games will be drawn at 1.15 p.m. (863, 956, 1110, 1005)
